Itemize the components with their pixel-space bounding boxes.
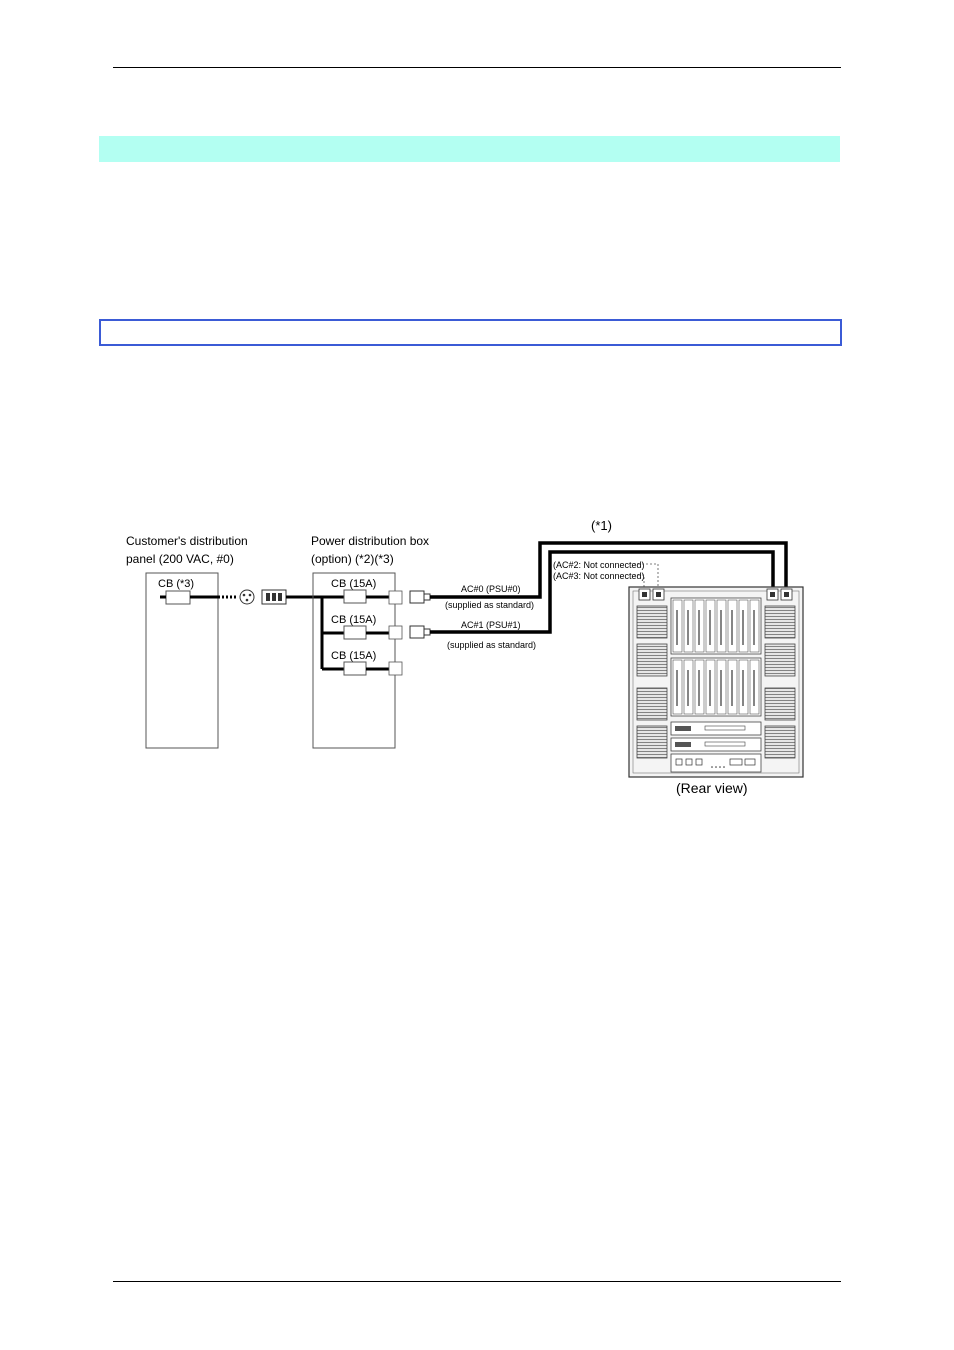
pdb-cb-label-3: CB (15A): [331, 650, 377, 662]
note-ref-1: (*1): [591, 518, 612, 533]
pdb-cb-label-2: CB (15A): [331, 614, 377, 626]
cable-ac0-note: (supplied as standard): [445, 600, 535, 610]
pdb-title-line2: (option) (*2)(*3): [311, 552, 394, 566]
io-modules: [671, 722, 761, 772]
server-rear-view-caption: (Rear view): [676, 780, 748, 796]
ac3-not-connected-note: (AC#3: Not connected): [553, 571, 645, 581]
cable-ac1-label: AC#1 (PSU#1): [461, 620, 521, 630]
customer-panel-title-line2: panel (200 VAC, #0): [126, 552, 234, 566]
blade-slots-upper: [671, 598, 761, 654]
pdb-outlet-3: [389, 662, 402, 675]
pdb-outlet-2: [389, 626, 402, 639]
connector-ac0-icon: [410, 591, 430, 603]
cable-ac0-label: AC#0 (PSU#0): [461, 584, 521, 594]
connector-ac1-icon: [410, 626, 430, 638]
server-rear-view: [629, 587, 803, 796]
ac2-not-connected-note: (AC#2: Not connected): [553, 560, 645, 570]
pdb-breaker-1: [322, 578, 402, 604]
customer-distribution-panel: [126, 534, 248, 748]
blade-slots-lower: [671, 658, 761, 716]
footer-rule: [113, 1281, 841, 1282]
customer-panel-title-line1: Customer's distribution: [126, 534, 248, 548]
cable-ac1-note: (supplied as standard): [447, 640, 537, 650]
pdb-outlet-1: [389, 591, 402, 604]
pdb-cb-label-1: CB (15A): [331, 578, 377, 590]
customer-panel-cb-label: CB (*3): [158, 578, 195, 590]
power-distribution-box: [311, 534, 429, 748]
pdb-breaker-2: [322, 614, 402, 639]
receptacle-icon: [262, 590, 286, 604]
customer-panel-cb: [166, 591, 190, 604]
pdb-title-line1: Power distribution box: [311, 534, 430, 548]
pdb-breaker-3: [322, 650, 402, 675]
plug-icon: [240, 590, 254, 604]
